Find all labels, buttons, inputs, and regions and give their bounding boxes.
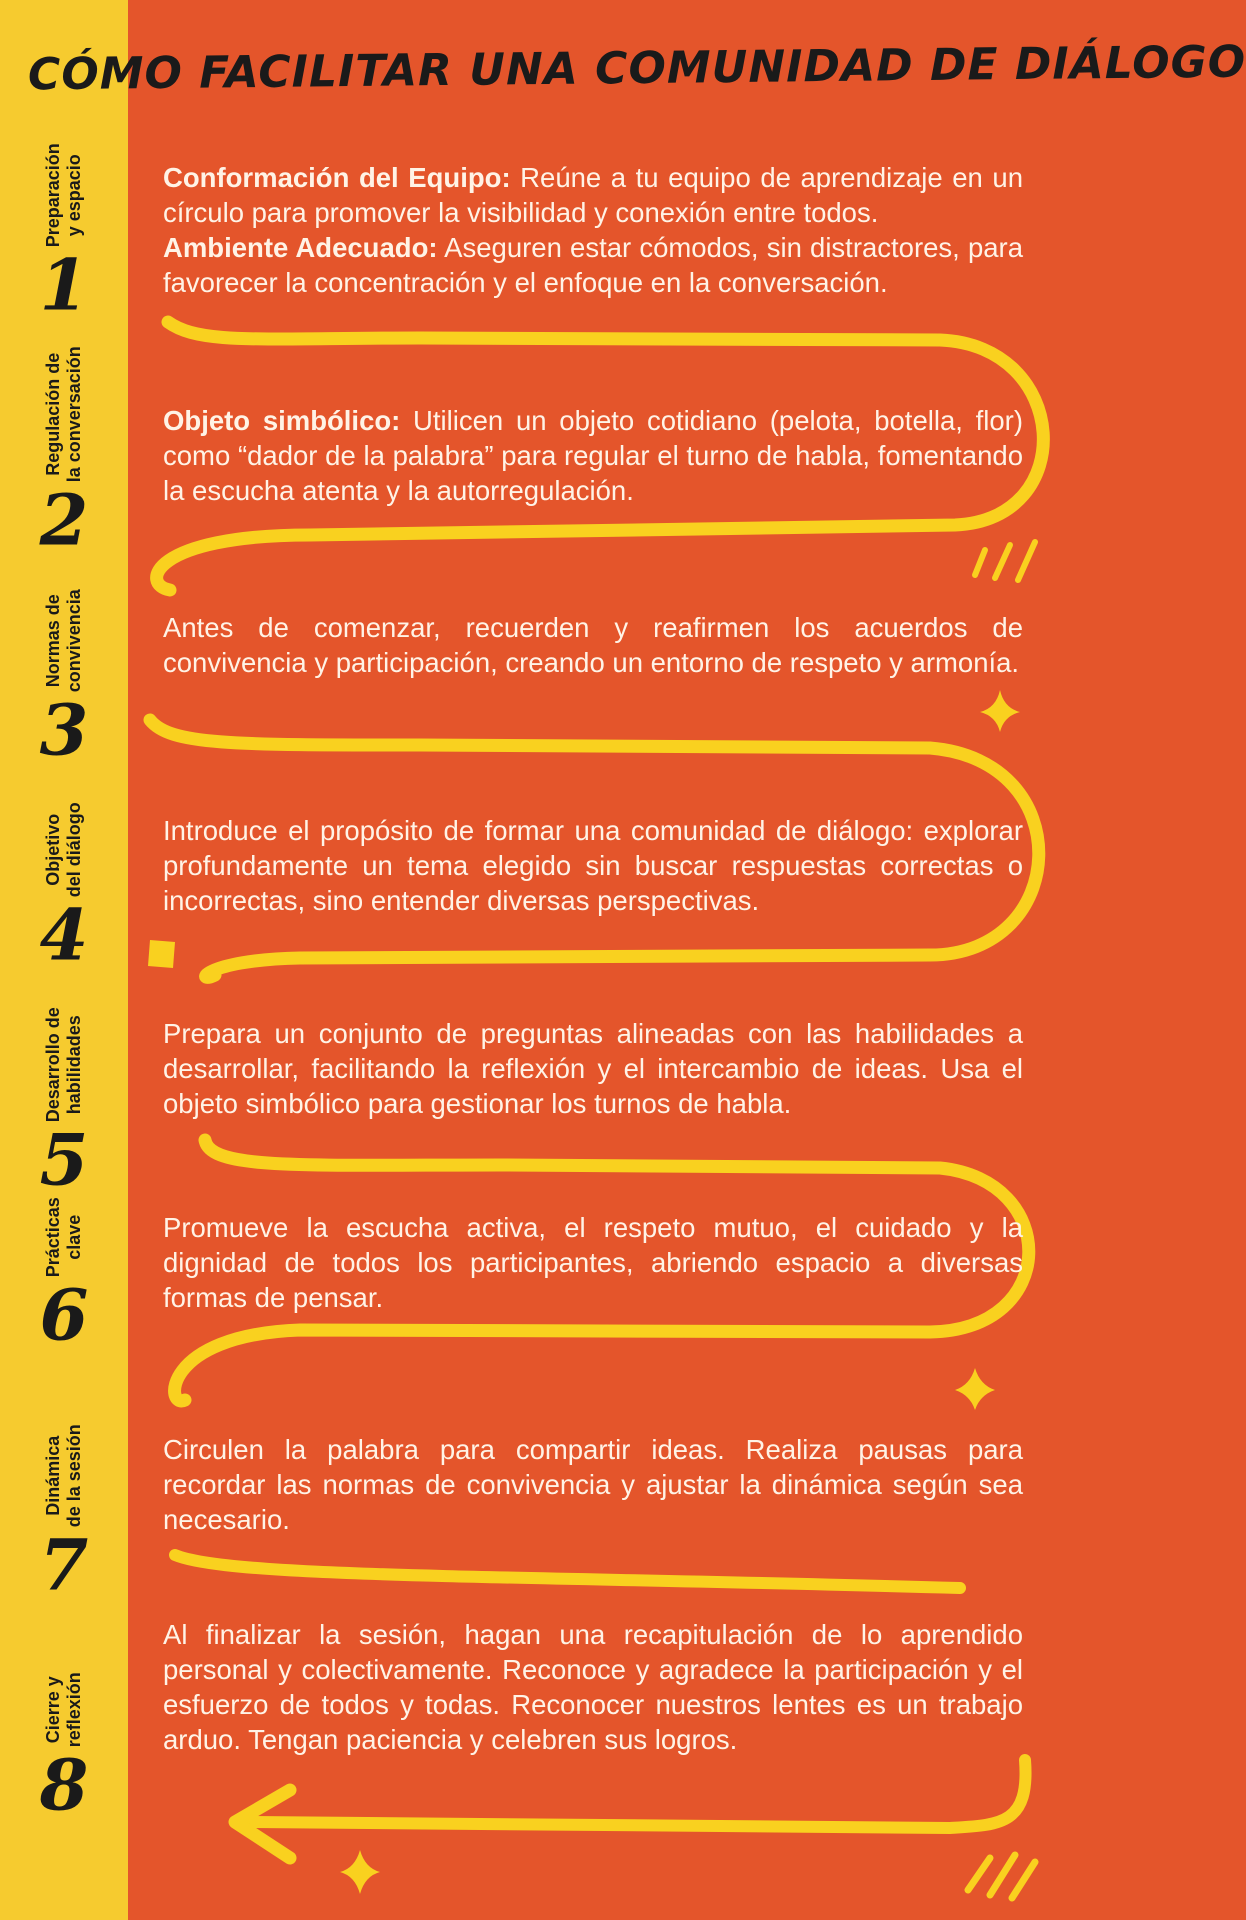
step-description-3 bbox=[163, 610, 1023, 680]
step-title bbox=[43, 1672, 85, 1747]
description-text: Circulen la palabra para compartir ideas. Realiza pausas para recordar las normas de convivencia y ajustar la dinámica según sea necesario. bbox=[163, 1434, 1023, 1535]
step-title-line: Normas de bbox=[43, 594, 63, 688]
step-title-line: la conversación bbox=[64, 346, 84, 483]
sparkle-star-3 bbox=[340, 1850, 380, 1894]
description-segment bbox=[163, 232, 1023, 298]
step-title bbox=[43, 1424, 85, 1527]
step-title-line: clave bbox=[64, 1214, 84, 1260]
step-title-line: convivencia bbox=[64, 589, 84, 693]
description-bold-heading: Ambiente Adecuado: bbox=[163, 232, 438, 263]
step-title bbox=[43, 589, 85, 692]
step-title-line: Desarrollo de bbox=[43, 1007, 63, 1123]
description-segment bbox=[163, 162, 1023, 228]
step-description-8 bbox=[163, 1617, 1023, 1757]
step-description-5 bbox=[163, 1016, 1023, 1121]
step-title-line: habilidades bbox=[64, 1015, 84, 1115]
square-mark bbox=[148, 940, 175, 968]
sparkle-star-1 bbox=[980, 690, 1020, 732]
description-text: Al finalizar la sesión, hagan una recapitulación de lo aprendido personal y colectivamente. Reconoce y agradece la participación y el esfuerzo de todos y todas. Reconocer nuestros lentes es un trabajo arduo. Tengan paciencia y celebren sus logros. bbox=[163, 1619, 1023, 1755]
step-number: 8 bbox=[39, 1743, 89, 1827]
description-text: Utilicen un objeto cotidiano (pelota, botella, flor) como “dador de la palabra” para regular el turno de habla, fomentando la escucha atenta y la autorregulación. bbox=[163, 405, 1023, 506]
step-title bbox=[43, 143, 85, 247]
step-title-line: Prácticas bbox=[43, 1197, 63, 1278]
brush-stroke-5 bbox=[250, 1760, 1026, 1828]
hatch-marks-bottom bbox=[968, 1855, 1035, 1898]
step-title-line: reflexión bbox=[64, 1672, 84, 1748]
step-description-7 bbox=[163, 1432, 1023, 1537]
step-number: 1 bbox=[39, 243, 89, 327]
description-text: Antes de comenzar, recuerden y reafirmen los acuerdos de convivencia y participación, creando un entorno de respeto y armonía. bbox=[163, 612, 1023, 678]
description-bold-heading: Objeto simbólico: bbox=[163, 405, 401, 436]
description-text: Prepara un conjunto de preguntas alineadas con las habilidades a desarrollar, facilitando la reflexión y el intercambio de ideas. Usa el objeto simbólico para gestionar los turnos de habla. bbox=[163, 1018, 1023, 1119]
step-title-line: Regulación de bbox=[43, 352, 63, 476]
page-title: CÓMO FACILITAR UNA COMUNIDAD DE DIÁLOGO bbox=[27, 36, 1246, 101]
step-title-line: y espacio bbox=[64, 154, 84, 237]
description-segment bbox=[163, 1212, 1023, 1313]
description-text: Promueve la escucha activa, el respeto mutuo, el cuidado y la dignidad de todos los participantes, abriendo espacio a diversas formas de pensar. bbox=[163, 1212, 1023, 1313]
step-description-4 bbox=[163, 813, 1023, 918]
step-title bbox=[43, 1197, 85, 1277]
step-number: 3 bbox=[39, 688, 89, 772]
step-number: 2 bbox=[39, 478, 89, 562]
step-title-line: de la sesión bbox=[64, 1424, 84, 1528]
sparkle-star-2 bbox=[955, 1368, 995, 1410]
step-description-1 bbox=[163, 160, 1023, 300]
hatch-marks-top bbox=[975, 542, 1035, 580]
step-title-line: Dinámica bbox=[43, 1435, 63, 1516]
description-segment bbox=[163, 612, 1023, 678]
step-title-line: Cierre y bbox=[43, 1676, 63, 1744]
description-text: Reúne a tu equipo de aprendizaje en un círculo para promover la visibilidad y conexión entre todos. bbox=[163, 162, 1023, 228]
step-title-line: Objetivo bbox=[43, 813, 63, 886]
step-title-line: del diálogo bbox=[64, 802, 84, 898]
brush-stroke-4 bbox=[175, 1555, 960, 1588]
description-segment bbox=[163, 1018, 1023, 1119]
description-segment bbox=[163, 1434, 1023, 1535]
description-bold-heading: Conformación del Equipo: bbox=[163, 162, 511, 193]
description-segment bbox=[163, 405, 1023, 506]
description-text: Aseguren estar cómodos, sin distractores, para favorecer la concentración y el enfoque en la conversación. bbox=[163, 232, 1023, 298]
step-description-6 bbox=[163, 1210, 1023, 1315]
step-title bbox=[43, 802, 85, 897]
description-segment bbox=[163, 1619, 1023, 1755]
step-title-line: Preparación bbox=[43, 143, 63, 248]
step-description-2 bbox=[163, 403, 1023, 508]
step-number: 7 bbox=[39, 1523, 89, 1607]
step-number: 4 bbox=[39, 893, 89, 977]
arrow-head bbox=[235, 1790, 290, 1858]
step-title bbox=[43, 1007, 85, 1122]
step-number: 5 bbox=[39, 1118, 89, 1202]
description-text: Introduce el propósito de formar una comunidad de diálogo: explorar profundamente un tema elegido sin buscar respuestas correctas o incorrectas, sino entender diversas perspectivas. bbox=[163, 815, 1023, 916]
description-segment bbox=[163, 815, 1023, 916]
step-number: 6 bbox=[39, 1273, 89, 1357]
step-title bbox=[43, 346, 85, 482]
